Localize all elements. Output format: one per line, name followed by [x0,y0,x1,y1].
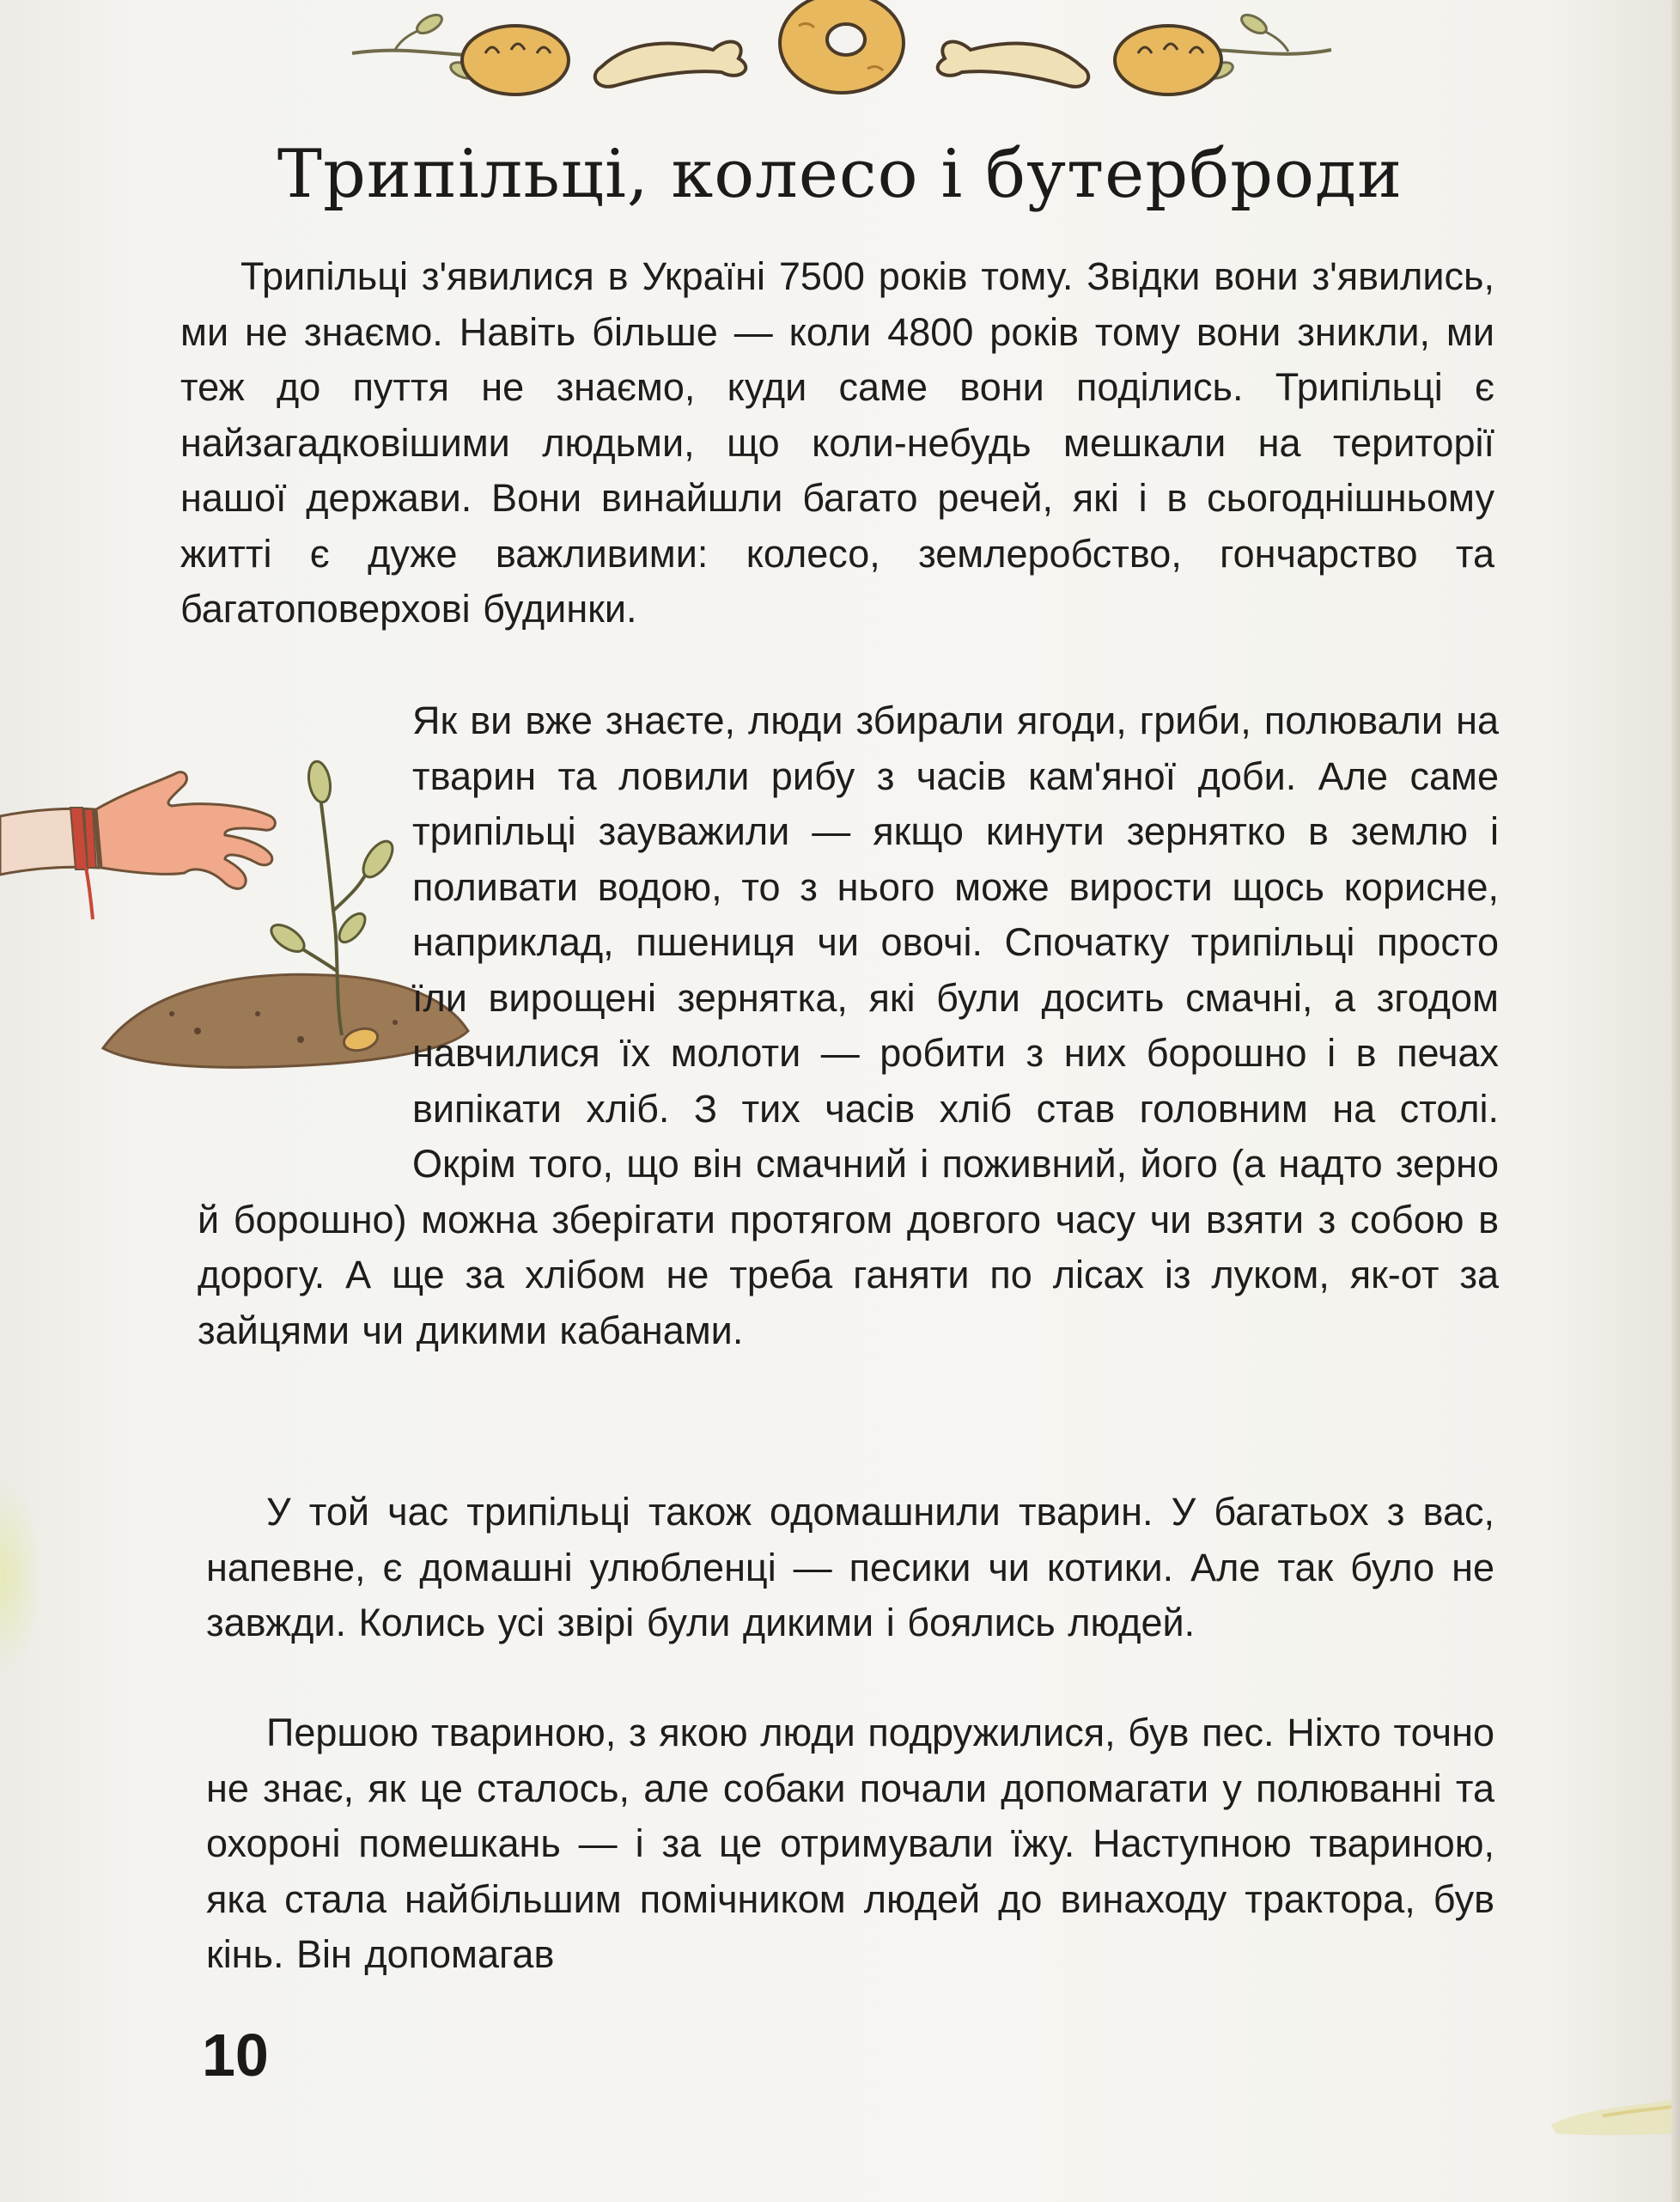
page-title: Трипільці, колесо і бутерброди [277,136,1403,213]
bread-ornament-illustration [344,0,1340,129]
page-number: 10 [202,2022,269,2089]
bread-loaf-right [1115,26,1221,95]
bagel-center [780,0,904,93]
page-edge-highlight [0,1478,43,1675]
bread-loaf-left [462,26,569,95]
bread-stick-right [938,42,1089,87]
page-binding-edge [1671,0,1680,2202]
paragraph-dog-horse: Першою твариною, з якою люди подружилися, був пес. Ніхто точно не знає, як це сталось, але собаки почали допомагати у полюванні та охороні помешкань — і за це отримували їжу. Наступною твариною, яка стала найбільшим помічником людей до винаходу трактора, був кінь. Він допомагав [206,1711,1494,1976]
paragraph-farming-text: Як ви вже знаєте, люди збирали ягоди, гриби, полювали на тварин та ловили рибу з часів кам'яної доби. Але саме трипільці зауважили — якщо кинути зернятко в землю і поливати водою, то з нього може вирости щось корисне, наприклад, пшениця чи овочі. Спочатку трипільці просто їли вирощені зернятка, які були досить смачні, а згодом навчилися їх молоти — робити з них борошно і в печах випікати хліб. З тих часів хліб став головним на столі. Окрім того, що він смачний і поживний, його (а надто зерно й борошно) можна зберігати протягом довгого часу чи взяти з собою в дорогу. А ще за хлібом не треба ганяти по лісах із луком, як-от за зайцями чи дикими кабанами. [198,698,1499,1352]
paragraph-intro: Трипільці з'явилися в Україні 7500 років тому. Звідки вони з'явились, ми не знаємо. Навіть більше — коли 4800 років тому вони зникли, ми теж до пуття не знаємо, куди саме вони поділись. Трипільці є найзагадковішими людьми, що коли-небудь мешкали на території нашої держави. Вони винайшли багато речей, які і в сьогоднішньому житті є дуже важливими: колесо, землеробство, гончарство та багатоповерхові будинки. [180,254,1494,631]
leaf [1239,11,1269,37]
leaf [414,11,445,37]
corner-brush-stroke [1534,2082,1680,2150]
paragraph-farming [198,693,1499,1358]
bread-stick-left [595,42,746,87]
paragraph-domestication: У той час трипільці також одомашнили тварин. У багатьох з вас, напевне, є домашні улюбленці — песики чи котики. Але так було не завжди. Колись усі звірі були дикими і боялись людей. [206,1490,1494,1644]
illustration-wrap-space [198,693,412,1192]
